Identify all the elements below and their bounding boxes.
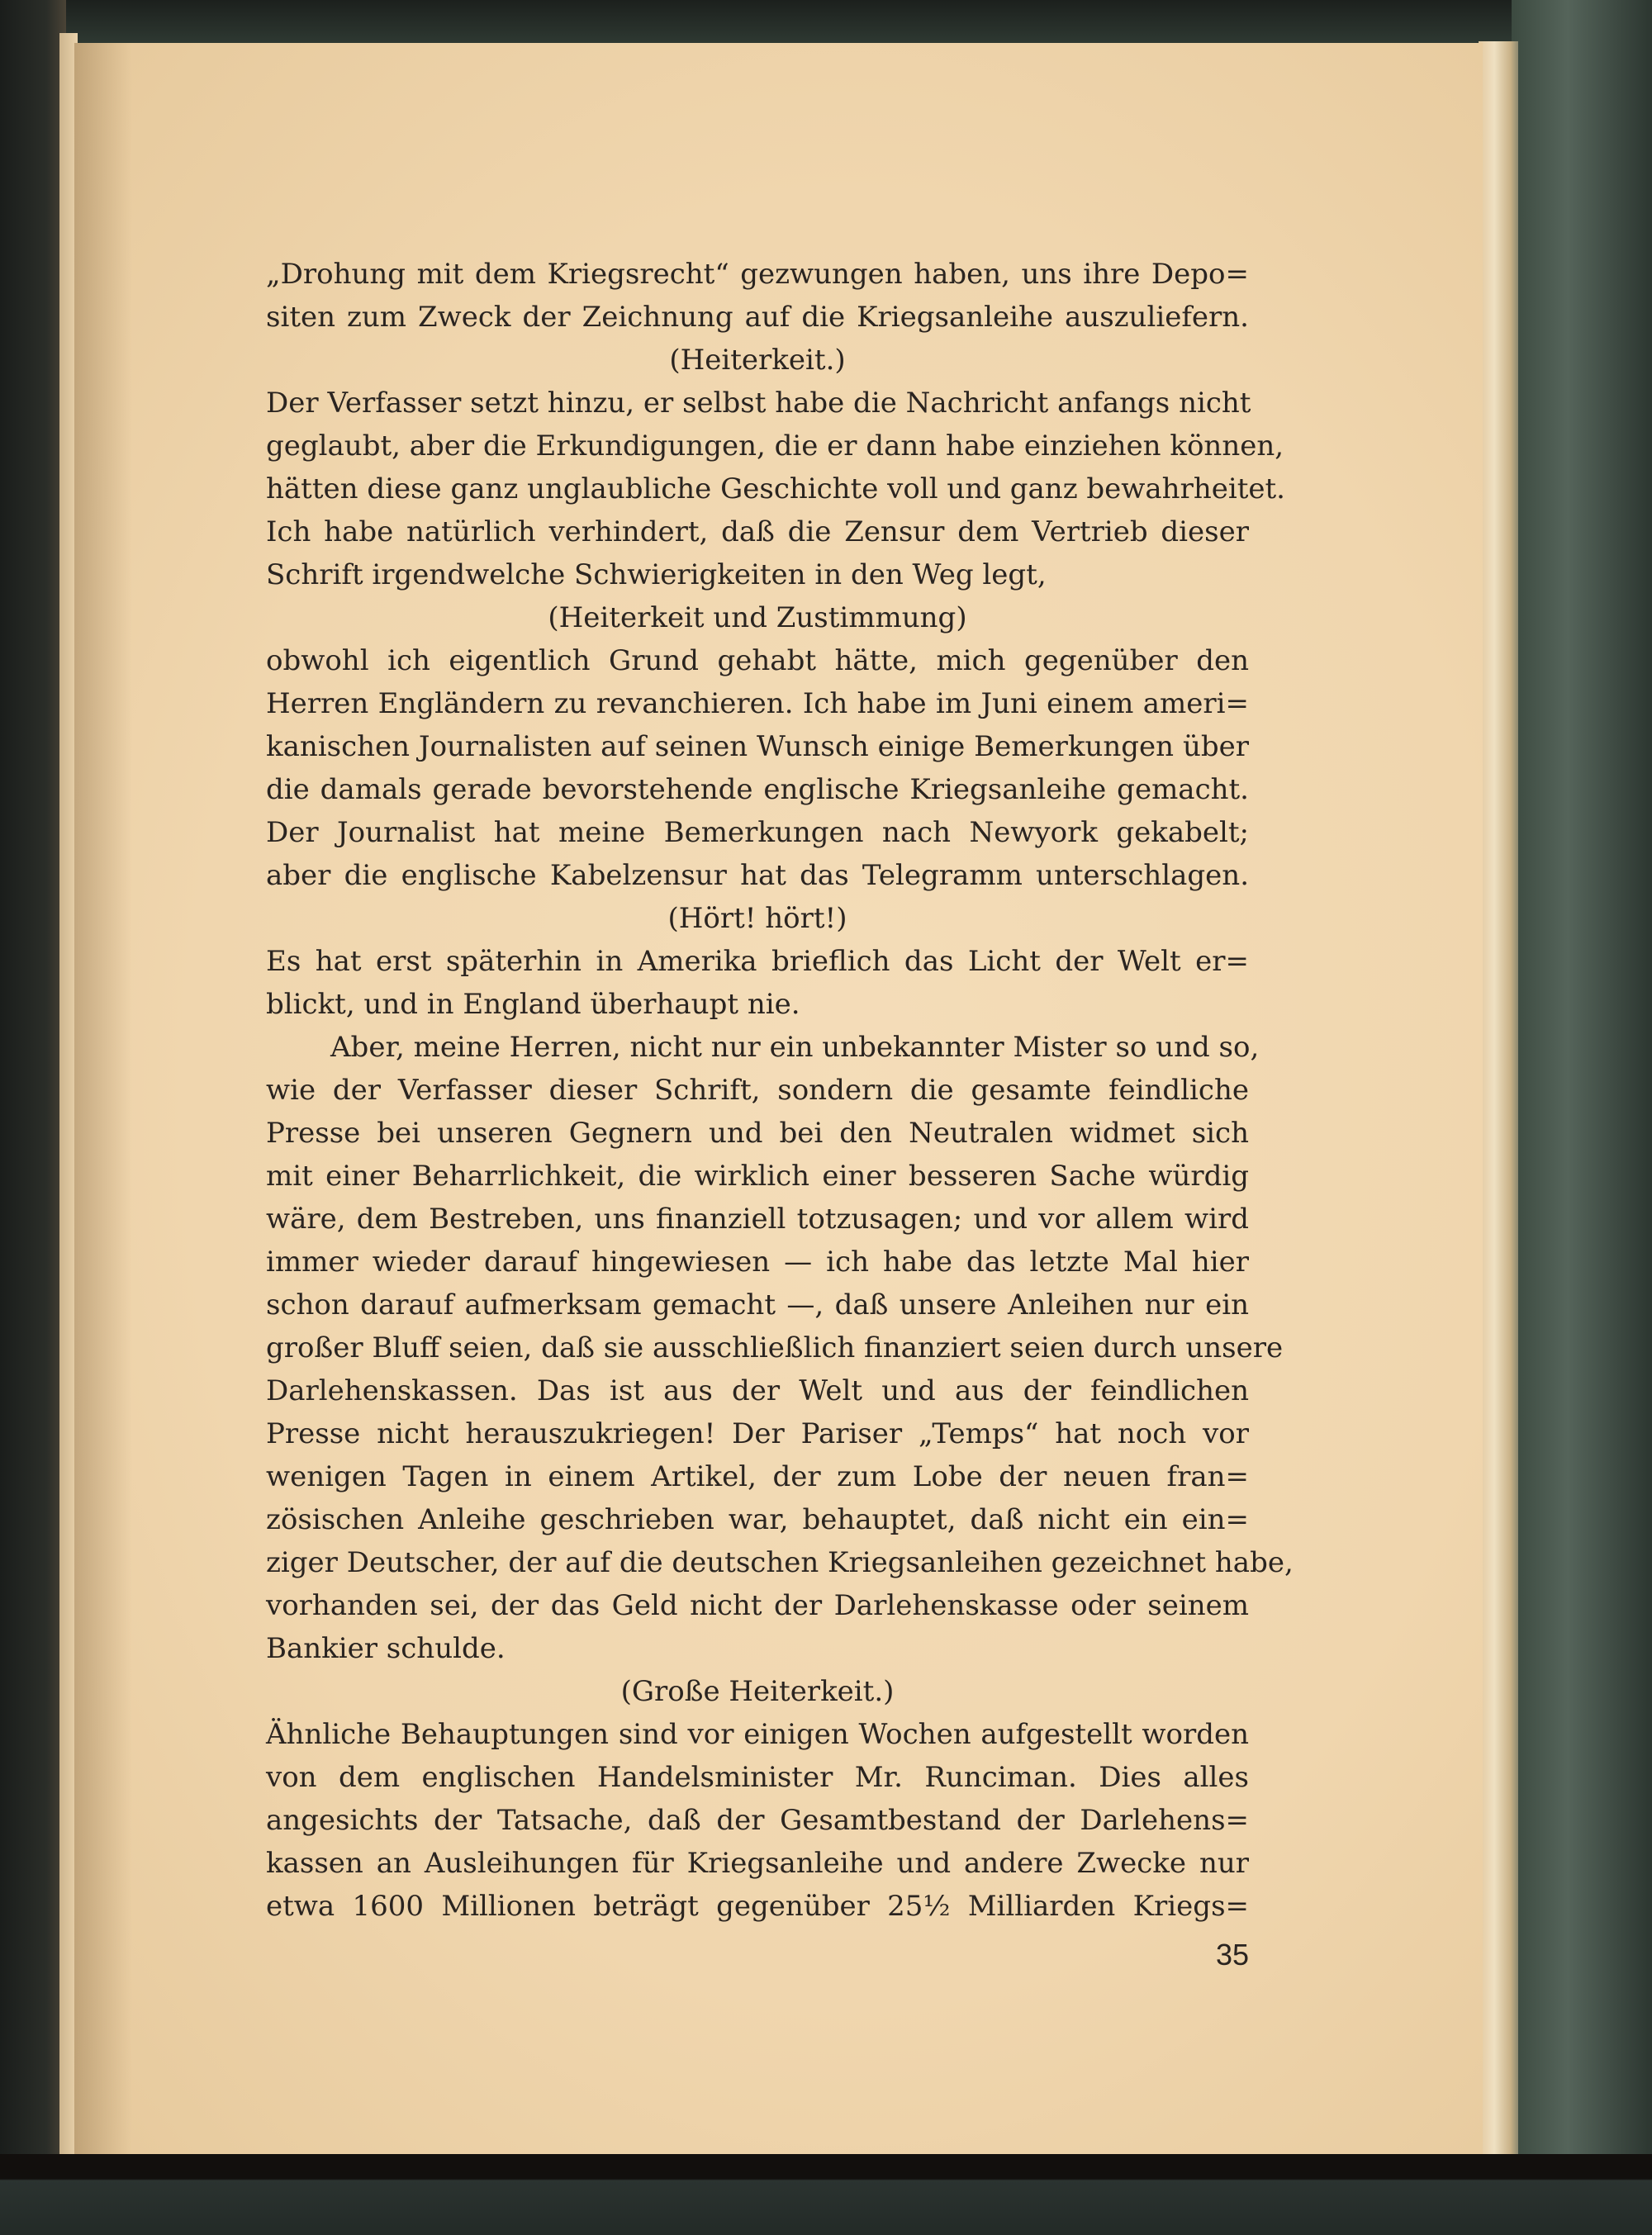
book-cover-left bbox=[0, 0, 66, 2235]
book-cover-right bbox=[1512, 0, 1652, 2235]
text-line: blickt, und in England überhaupt nie. bbox=[266, 988, 800, 1021]
text-line: (Große Heiterkeit.) bbox=[620, 1675, 895, 1708]
text-line: wäre, dem Bestreben, uns finanziell totzusagen; und vor allem wird bbox=[266, 1203, 1249, 1236]
text-line: Der Journalist hat meine Bemerkungen nach Newyork gekabelt; bbox=[266, 816, 1249, 849]
text-line: Der Verfasser setzt hinzu, er selbst habe die Nachricht anfangs nicht bbox=[266, 387, 1251, 420]
text-line: Schrift irgendwelche Schwierigkeiten in den Weg legt, bbox=[266, 558, 1047, 591]
text-line: Bankier schulde. bbox=[266, 1632, 506, 1665]
text-line: geglaubt, aber die Erkundigungen, die er dann habe einziehen können, bbox=[266, 429, 1284, 463]
text-line: Ich habe natürlich verhindert, daß die Zensur dem Vertrieb dieser bbox=[266, 515, 1249, 548]
text-line: aber die englische Kabelzensur hat das Telegramm unterschlagen. bbox=[266, 859, 1249, 892]
text-line: Ähnliche Behauptungen sind vor einigen Wochen aufgestellt worden bbox=[266, 1718, 1249, 1751]
text-line: zösischen Anleihe geschrieben war, behauptet, daß nicht ein ein= bbox=[266, 1503, 1249, 1536]
text-line: wenigen Tagen in einem Artikel, der zum Lobe der neuen fran= bbox=[266, 1460, 1249, 1493]
text-line: kassen an Ausleihungen für Kriegsanleihe und andere Zwecke nur bbox=[266, 1847, 1249, 1880]
text-line: wie der Verfasser dieser Schrift, sondern die gesamte feindliche bbox=[266, 1074, 1249, 1107]
text-line: (Hört! hört!) bbox=[667, 902, 847, 935]
text-line: Aber, meine Herren, nicht nur ein unbekannter Mister so und so, bbox=[330, 1031, 1260, 1064]
book-cover-top bbox=[0, 0, 1652, 46]
text-line: (Heiterkeit.) bbox=[669, 344, 846, 377]
text-line: schon darauf aufmerksam gemacht —, daß unsere Anleihen nur ein bbox=[266, 1288, 1249, 1322]
text-line: „Drohung mit dem Kriegsrecht“ gezwungen haben, uns ihre Depo= bbox=[266, 258, 1249, 291]
book-cover-bottom bbox=[0, 2154, 1652, 2235]
text-line: von dem englischen Handelsminister Mr. Runciman. Dies alles bbox=[266, 1761, 1249, 1794]
text-line: vorhanden sei, der das Geld nicht der Darlehenskasse oder seinem bbox=[266, 1589, 1249, 1622]
text-line: Es hat erst späterhin in Amerika brieflich das Licht der Welt er= bbox=[266, 945, 1249, 978]
page-number: 35 bbox=[1215, 1938, 1249, 1972]
text-line: hätten diese ganz unglaubliche Geschichte voll und ganz bewahrheitet. bbox=[266, 472, 1285, 505]
text-line: mit einer Beharrlichkeit, die wirklich einer besseren Sache würdig bbox=[266, 1160, 1249, 1193]
text-line: Presse bei unseren Gegnern und bei den Neutralen widmet sich bbox=[266, 1117, 1249, 1150]
text-line: immer wieder darauf hingewiesen — ich habe das letzte Mal hier bbox=[266, 1246, 1249, 1279]
text-line: angesichts der Tatsache, daß der Gesamtbestand der Darlehens= bbox=[266, 1804, 1249, 1837]
page-stack-edge bbox=[1479, 41, 1518, 2164]
text-line: siten zum Zweck der Zeichnung auf die Kriegsanleihe auszuliefern. bbox=[266, 301, 1249, 334]
text-line: Darlehenskassen. Das ist aus der Welt und aus der feindlichen bbox=[266, 1374, 1249, 1407]
text-line: (Heiterkeit und Zustimmung) bbox=[548, 601, 967, 634]
text-line: Herren Engländern zu revanchieren. Ich habe im Juni einem ameri= bbox=[266, 687, 1249, 720]
text-line: die damals gerade bevorstehende englische Kriegsanleihe gemacht. bbox=[266, 773, 1249, 806]
text-line: kanischen Journalisten auf seinen Wunsch einige Bemerkungen über bbox=[266, 730, 1249, 763]
spine-shadow bbox=[74, 43, 132, 2156]
text-line: ziger Deutscher, der auf die deutschen Kriegsanleihen gezeichnet habe, bbox=[266, 1546, 1294, 1579]
text-line: großer Bluff seien, daß sie ausschließlich finanziert seien durch unsere bbox=[266, 1331, 1284, 1364]
text-line: Presse nicht herauszukriegen! Der Pariser „Temps“ hat noch vor bbox=[266, 1417, 1249, 1450]
text-line: etwa 1600 Millionen beträgt gegenüber 25½ Milliarden Kriegs= bbox=[266, 1890, 1249, 1923]
text-line: obwohl ich eigentlich Grund gehabt hätte, mich gegenüber den bbox=[266, 644, 1249, 677]
